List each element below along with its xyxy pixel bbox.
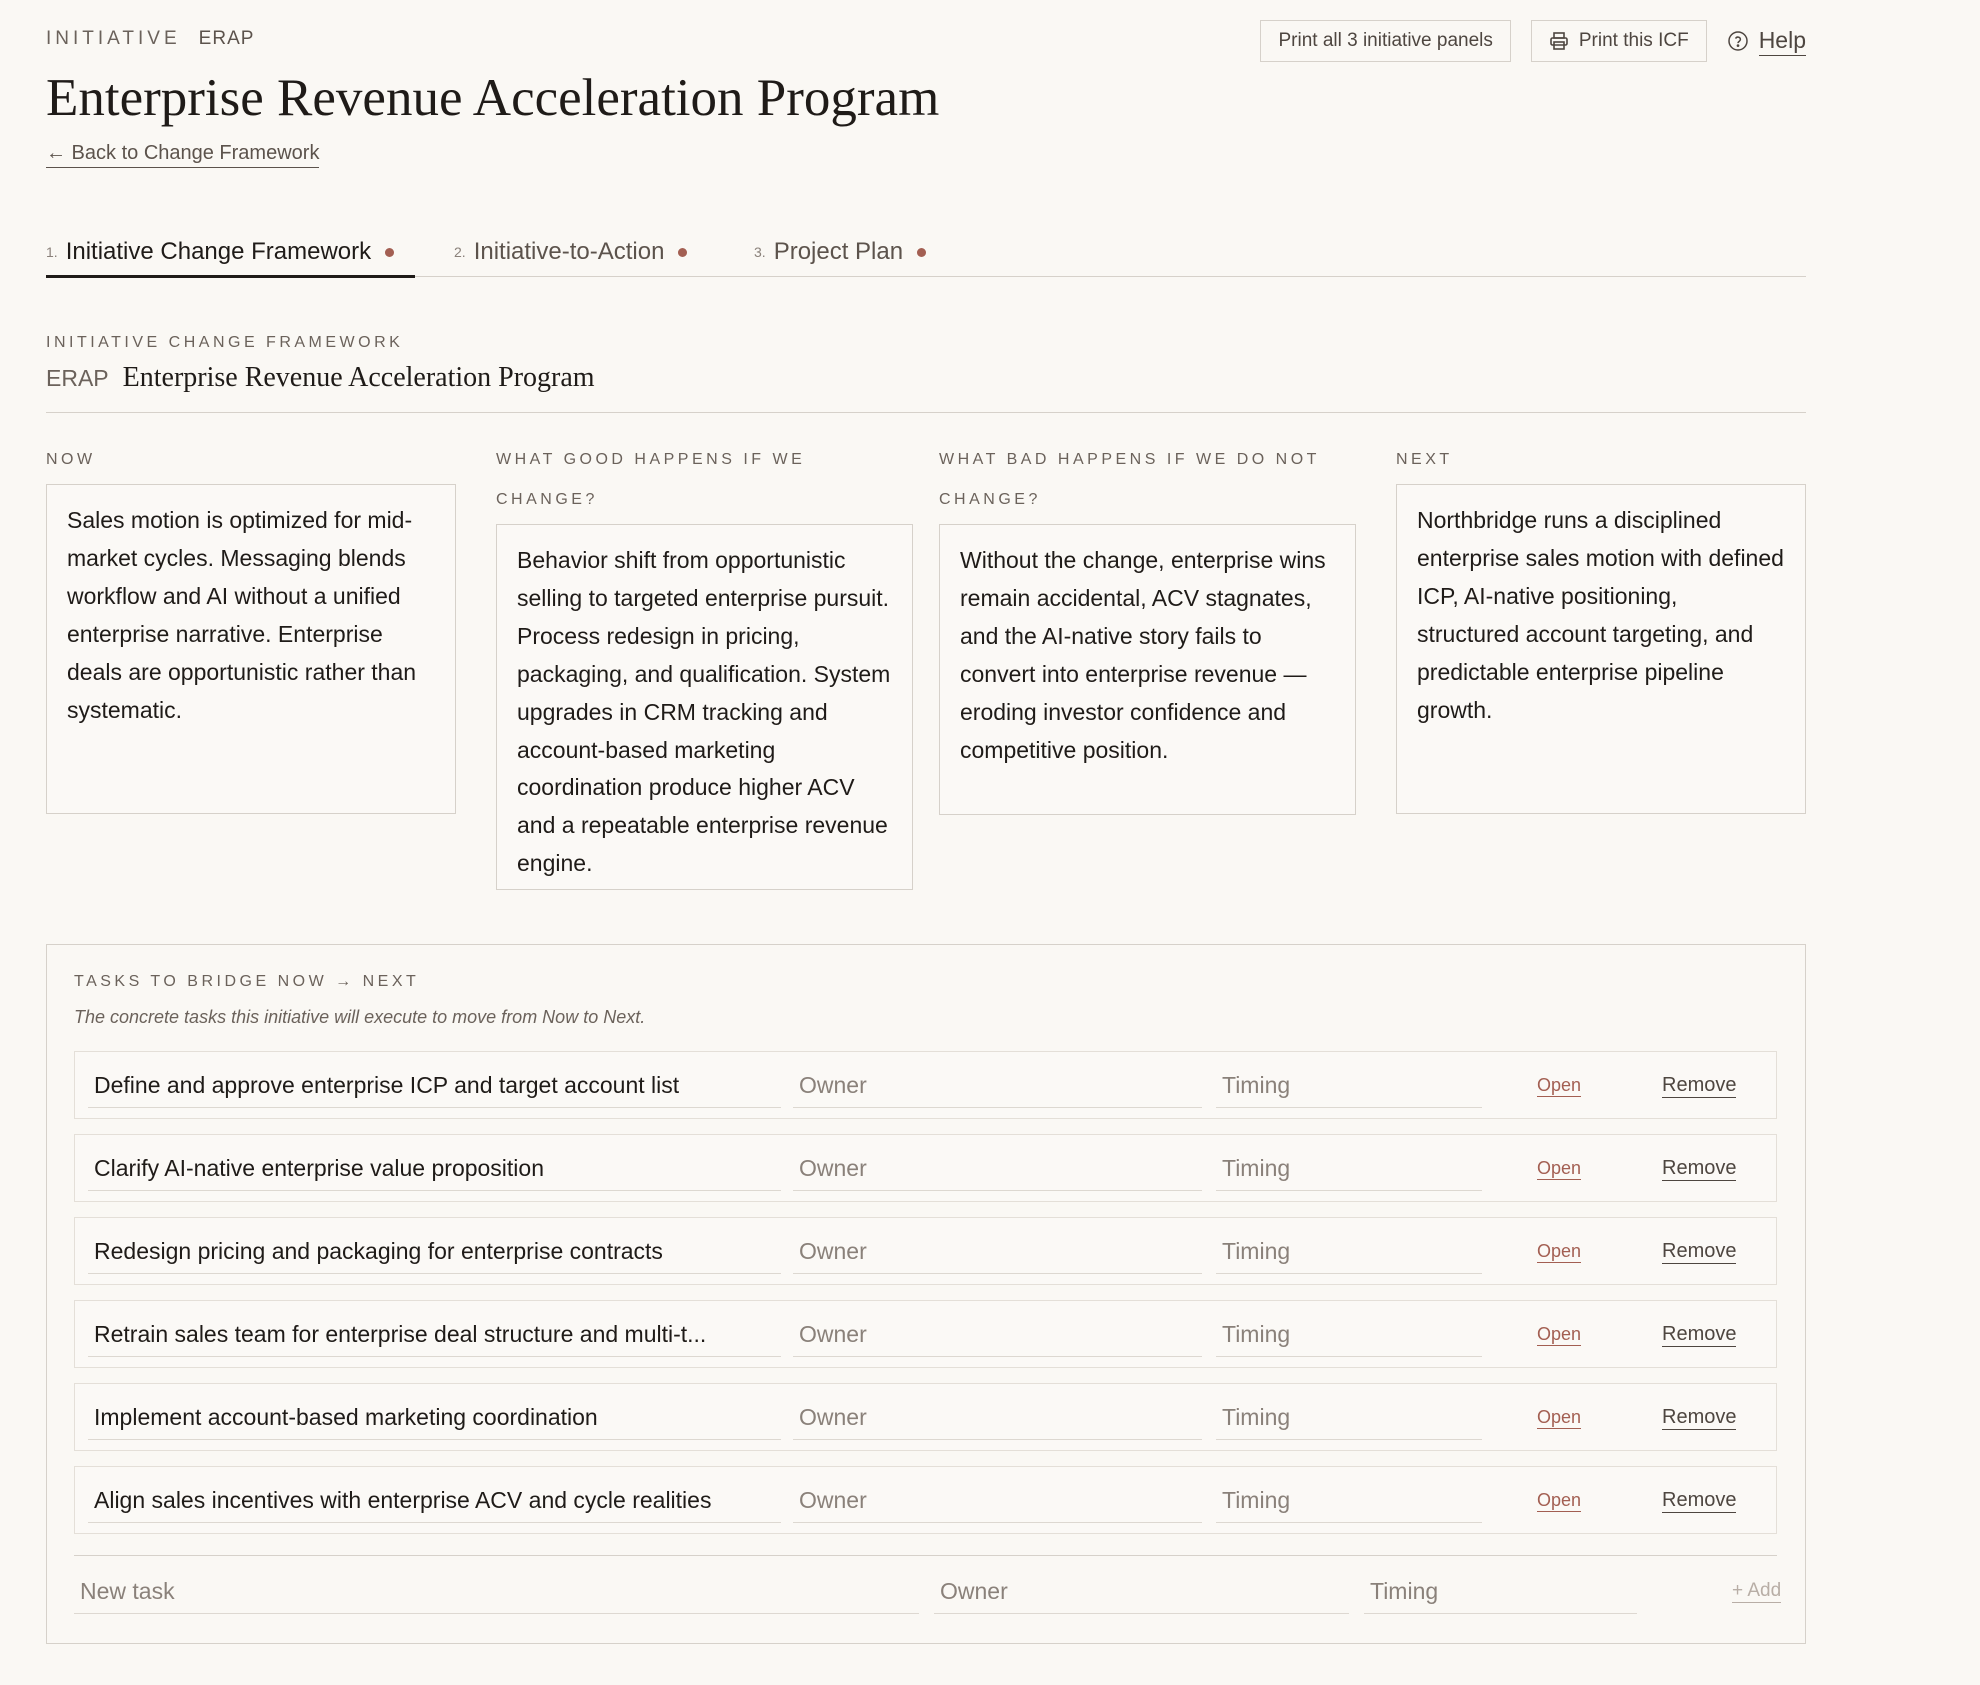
task-remove-link[interactable]: Remove xyxy=(1662,1074,1737,1096)
task-owner-input[interactable]: Owner xyxy=(793,1477,1202,1523)
task-remove-link[interactable]: Remove xyxy=(1662,1323,1737,1345)
task-owner-input[interactable]: Owner xyxy=(793,1228,1202,1274)
section-title xyxy=(46,362,595,394)
task-open-link[interactable]: Open xyxy=(1537,1075,1582,1095)
next-column xyxy=(1396,452,1806,814)
tasks-panel xyxy=(46,944,1806,1644)
eyebrow-label: INITIATIVE xyxy=(46,28,181,49)
tab-label: Initiative Change Framework xyxy=(65,238,372,265)
help-link[interactable] xyxy=(1727,27,1806,56)
tab-number: 3. xyxy=(754,244,766,260)
section-eyebrow: INITIATIVE CHANGE FRAMEWORK xyxy=(46,334,404,351)
task-open-link[interactable]: Open xyxy=(1537,1407,1582,1427)
tab-label: Initiative-to-Action xyxy=(473,238,665,265)
task-timing-input[interactable]: Timing xyxy=(1216,1145,1482,1191)
status-dot xyxy=(385,248,394,257)
help-circle-icon xyxy=(1727,30,1749,52)
task-owner-input[interactable]: Owner xyxy=(793,1145,1202,1191)
good-if-change-heading: WHAT GOOD HAPPENS IF WE CHANGE? xyxy=(496,451,806,508)
divider xyxy=(46,412,1806,413)
task-row xyxy=(74,1217,1777,1285)
print-this-icf-button[interactable] xyxy=(1531,20,1707,62)
task-owner-input[interactable]: Owner xyxy=(793,1394,1202,1440)
task-title-input[interactable]: Align sales incentives with enterprise ACV and cycle realities xyxy=(88,1477,781,1523)
section-code: ERAP xyxy=(46,365,109,391)
task-open-link[interactable]: Open xyxy=(1537,1324,1582,1344)
task-remove-link[interactable]: Remove xyxy=(1662,1157,1737,1179)
page-title: Enterprise Revenue Acceleration Program xyxy=(46,69,940,127)
printer-icon xyxy=(1549,31,1569,51)
task-row xyxy=(74,1466,1777,1534)
bad-if-no-change-textarea[interactable]: Without the change, enterprise wins remain accidental, ACV stagnates, and the AI-native story fails to convert into enterprise revenue — eroding investor confidence and competitive position. xyxy=(939,524,1356,815)
tab-label: Project Plan xyxy=(773,238,904,265)
task-remove-link[interactable]: Remove xyxy=(1662,1489,1737,1511)
task-timing-input[interactable]: Timing xyxy=(1216,1394,1482,1440)
task-remove-link[interactable]: Remove xyxy=(1662,1406,1737,1428)
good-if-change-textarea[interactable]: Behavior shift from opportunistic selling to targeted enterprise pursuit. Process redesign in pricing, packaging, and qualification. System upgrades in CRM tracking and account-based marketing coordination produce higher ACV and a repeatable enterprise revenue engine. xyxy=(496,524,913,890)
page-eyebrow xyxy=(46,28,254,50)
status-dot xyxy=(917,248,926,257)
new-task-owner-input[interactable]: Owner xyxy=(934,1568,1349,1614)
section-name: Enterprise Revenue Acceleration Program xyxy=(122,362,595,393)
good-if-change-column xyxy=(496,452,913,890)
tab-number: 2. xyxy=(454,244,466,260)
print-this-label: Print this ICF xyxy=(1578,30,1689,51)
task-title-input[interactable]: Clarify AI-native enterprise value proposition xyxy=(88,1145,781,1191)
task-timing-input[interactable]: Timing xyxy=(1216,1477,1482,1523)
task-title-input[interactable]: Redesign pricing and packaging for enterprise contracts xyxy=(88,1228,781,1274)
task-owner-input[interactable]: Owner xyxy=(793,1311,1202,1357)
task-open-link[interactable]: Open xyxy=(1537,1241,1582,1261)
print-all-panels-button[interactable] xyxy=(1260,20,1510,62)
task-row xyxy=(74,1051,1777,1119)
task-remove-link[interactable]: Remove xyxy=(1662,1240,1737,1262)
tasks-subtitle: The concrete tasks this initiative will execute to move from Now to Next. xyxy=(74,1007,646,1027)
next-heading: NEXT xyxy=(1396,451,1453,468)
task-timing-input[interactable]: Timing xyxy=(1216,1311,1482,1357)
task-timing-input[interactable]: Timing xyxy=(1216,1228,1482,1274)
help-label: Help xyxy=(1759,27,1806,56)
back-to-change-framework-link[interactable]: ← Back to Change Framework xyxy=(46,142,319,168)
top-actions xyxy=(1260,20,1806,62)
task-owner-input[interactable]: Owner xyxy=(793,1062,1202,1108)
new-task-row xyxy=(74,1555,1782,1618)
new-task-timing-input[interactable]: Timing xyxy=(1364,1568,1637,1614)
task-title-input[interactable]: Retrain sales team for enterprise deal structure and multi-t... xyxy=(88,1311,781,1357)
bad-if-no-change-column xyxy=(939,452,1356,815)
task-timing-input[interactable]: Timing xyxy=(1216,1062,1482,1108)
now-textarea[interactable]: Sales motion is optimized for mid-market cycles. Messaging blends workflow and AI without a unified enterprise narrative. Enterprise deals are opportunistic rather than systematic. xyxy=(46,484,456,814)
tasks-heading: TASKS TO BRIDGE NOW → NEXT xyxy=(74,973,420,990)
task-row xyxy=(74,1300,1777,1368)
now-column xyxy=(46,452,456,814)
task-open-link[interactable]: Open xyxy=(1537,1158,1582,1178)
status-dot xyxy=(678,248,687,257)
next-textarea[interactable]: Northbridge runs a disciplined enterprise sales motion with defined ICP, AI-native positioning, structured account targeting, and predictable enterprise pipeline growth. xyxy=(1396,484,1806,814)
task-open-link[interactable]: Open xyxy=(1537,1490,1582,1510)
now-heading: NOW xyxy=(46,451,96,468)
add-task-button[interactable]: + Add xyxy=(1732,1580,1782,1601)
bad-if-no-change-heading: WHAT BAD HAPPENS IF WE DO NOT CHANGE? xyxy=(939,451,1320,508)
task-title-input[interactable]: Define and approve enterprise ICP and target account list xyxy=(88,1062,781,1108)
new-task-title-input[interactable]: New task xyxy=(74,1568,919,1614)
task-row xyxy=(74,1134,1777,1202)
tab-initiative-to-action[interactable] xyxy=(454,228,687,276)
tab-initiative-change-framework[interactable] xyxy=(46,228,415,276)
tab-bar xyxy=(46,228,1806,277)
task-title-input[interactable]: Implement account-based marketing coordination xyxy=(88,1394,781,1440)
task-row xyxy=(74,1383,1777,1451)
tab-number: 1. xyxy=(46,244,58,260)
initiative-code: ERAP xyxy=(198,28,255,49)
tab-project-plan[interactable] xyxy=(754,228,926,276)
print-all-label: Print all 3 initiative panels xyxy=(1278,30,1493,51)
